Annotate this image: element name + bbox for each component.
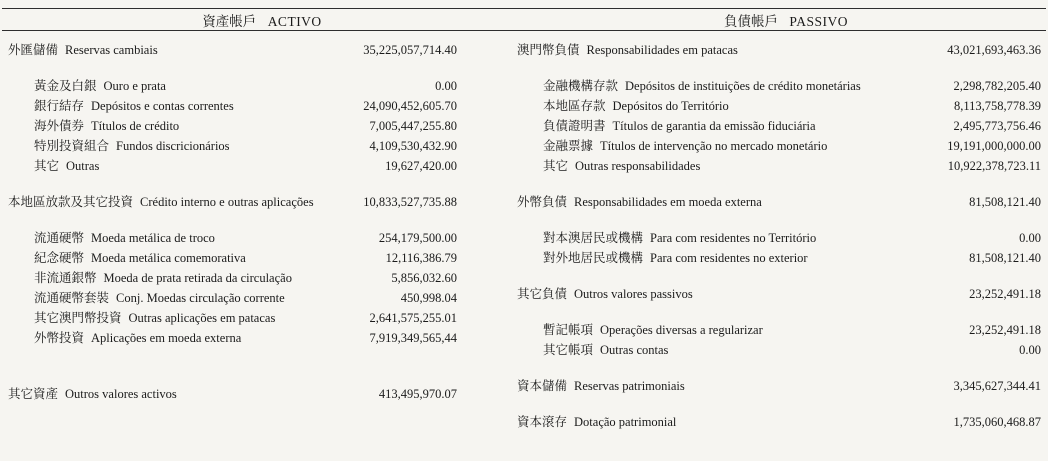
- row-label-pt: Ouro e prata: [103, 79, 166, 93]
- passivo-header-pt: PASSIVO: [789, 13, 848, 29]
- table-row: [8, 288, 457, 308]
- row-label: [517, 40, 738, 60]
- row-value: 7,005,447,255.80: [369, 119, 457, 133]
- table-row: [8, 96, 457, 116]
- row-label-zh: 其它資產: [8, 387, 59, 401]
- sheet-body: [0, 31, 1048, 432]
- row-label-zh: 外幣投資: [34, 331, 85, 345]
- table-row: [517, 76, 1041, 96]
- row-label-zh: 特別投資組合: [34, 139, 110, 153]
- row-label-zh: 本地區存款: [543, 99, 606, 113]
- row-label-zh: 外幣負債: [517, 195, 568, 209]
- row-value: 1,735,060,468.87: [953, 415, 1041, 429]
- row-label-zh: 銀行結存: [34, 99, 85, 113]
- row-label-zh: 其它澳門幣投資: [34, 311, 122, 325]
- row-value: 81,508,121.40: [969, 195, 1041, 209]
- row-label: [517, 340, 668, 360]
- row-label: [517, 320, 763, 340]
- row-label: [8, 328, 241, 348]
- table-row: [517, 156, 1041, 176]
- row-value: 4,109,530,432.90: [369, 139, 457, 153]
- row-label-pt: Reservas patrimoniais: [574, 379, 685, 393]
- row-label-pt: Outras responsabilidades: [575, 159, 701, 173]
- row-label: [517, 156, 700, 176]
- row-value: 23,252,491.18: [969, 323, 1041, 337]
- table-row: [517, 116, 1041, 136]
- row-label-zh: 金融機構存款: [543, 79, 619, 93]
- row-label-pt: Dotação patrimonial: [574, 415, 677, 429]
- table-row: [517, 284, 1041, 304]
- row-value: 19,191,000,000.00: [947, 139, 1041, 153]
- row-label-pt: Para com residentes no Território: [650, 231, 817, 245]
- table-row: [517, 320, 1041, 340]
- row-label: [517, 96, 729, 116]
- row-value: 2,641,575,255.01: [369, 311, 457, 325]
- row-label-pt: Outras contas: [600, 343, 669, 357]
- activo-header-zh: 資產帳戶: [202, 13, 257, 29]
- row-label-zh: 金融票據: [543, 139, 594, 153]
- row-label-pt: Conj. Moedas circulação corrente: [116, 291, 285, 305]
- row-label: [8, 288, 285, 308]
- row-label-zh: 對本澳居民或機構: [543, 231, 644, 245]
- table-row: [8, 268, 457, 288]
- row-label-zh: 暫記帳項: [543, 323, 594, 337]
- activo-header: [0, 10, 524, 30]
- row-value: 35,225,057,714.40: [363, 43, 457, 57]
- row-label-pt: Operações diversas a regularizar: [600, 323, 763, 337]
- row-label: [8, 96, 234, 116]
- row-label-zh: 本地區放款及其它投資: [8, 195, 134, 209]
- row-label-pt: Depósitos do Território: [612, 99, 729, 113]
- table-row: [8, 40, 457, 60]
- row-label-pt: Outras: [66, 159, 100, 173]
- row-label: [517, 116, 816, 136]
- row-label-zh: 紀念硬幣: [34, 251, 85, 265]
- row-label: [517, 228, 816, 248]
- table-row: [8, 228, 457, 248]
- row-label: [517, 192, 762, 212]
- row-label: [8, 192, 314, 212]
- balance-sheet: [0, 8, 1048, 432]
- row-label-zh: 其它: [543, 159, 569, 173]
- row-value: 24,090,452,605.70: [363, 99, 457, 113]
- passivo-header-zh: 負債帳戶: [724, 13, 779, 29]
- activo-column: [8, 40, 457, 432]
- passivo-column: [517, 40, 1041, 432]
- row-value: 43,021,693,463.36: [947, 43, 1041, 57]
- row-label-pt: Crédito interno e outras aplicações: [140, 195, 314, 209]
- row-label-pt: Responsabilidades em moeda externa: [574, 195, 762, 209]
- row-label: [517, 76, 861, 96]
- row-label: [8, 136, 230, 156]
- row-label-pt: Outras aplicações em patacas: [128, 311, 276, 325]
- row-value: 10,833,527,735.88: [363, 195, 457, 209]
- row-label-zh: 非流通銀幣: [34, 271, 97, 285]
- row-label-pt: Para com residentes no exterior: [650, 251, 808, 265]
- row-label: [517, 412, 676, 432]
- row-value: 2,495,773,756.46: [953, 119, 1041, 133]
- row-value: 0.00: [1019, 231, 1041, 245]
- row-label-pt: Outros valores passivos: [574, 287, 693, 301]
- row-label-zh: 其它: [34, 159, 60, 173]
- row-value: 0.00: [435, 79, 457, 93]
- row-value: 254,179,500.00: [378, 231, 457, 245]
- row-value: 450,998.04: [400, 291, 457, 305]
- row-label: [8, 308, 275, 328]
- row-label: [8, 248, 246, 268]
- row-label: [8, 76, 166, 96]
- row-label-pt: Outros valores activos: [65, 387, 177, 401]
- table-row: [517, 412, 1041, 432]
- table-row: [517, 376, 1041, 396]
- row-value: 8,113,758,778.39: [953, 99, 1041, 113]
- table-row: [8, 328, 457, 348]
- row-value: 413,495,970.07: [378, 387, 457, 401]
- passivo-header: [524, 10, 1048, 30]
- row-label: [8, 156, 99, 176]
- row-label-zh: 黃金及白銀: [34, 79, 97, 93]
- row-label-pt: Aplicações em moeda externa: [91, 331, 242, 345]
- row-label-zh: 海外債券: [34, 119, 85, 133]
- row-value: 10,922,378,723.11: [947, 159, 1041, 173]
- row-label-pt: Depósitos e contas correntes: [91, 99, 234, 113]
- row-label-pt: Reservas cambiais: [65, 43, 158, 57]
- row-label-pt: Títulos de intervenção no mercado monetário: [600, 139, 828, 153]
- row-label-zh: 資本儲備: [517, 379, 568, 393]
- table-row: [517, 40, 1041, 60]
- row-value: 12,116,386.79: [385, 251, 457, 265]
- row-label: [517, 136, 827, 156]
- row-label-zh: 流通硬幣套裝: [34, 291, 110, 305]
- row-label-pt: Fundos discricionários: [116, 139, 230, 153]
- row-label-zh: 負債證明書: [543, 119, 606, 133]
- row-label: [8, 116, 179, 136]
- table-row: [517, 136, 1041, 156]
- table-row: [8, 192, 457, 212]
- row-label-zh: 對外地居民或機構: [543, 251, 644, 265]
- table-row: [517, 192, 1041, 212]
- row-label-pt: Títulos de garantia da emissão fiduciária: [612, 119, 816, 133]
- row-label-pt: Moeda de prata retirada da circulação: [103, 271, 292, 285]
- table-row: [8, 308, 457, 328]
- table-row: [8, 248, 457, 268]
- column-headers: [0, 9, 1048, 30]
- row-value: 7,919,349,565,44: [369, 331, 457, 345]
- table-row: [8, 116, 457, 136]
- activo-header-pt: ACTIVO: [267, 13, 322, 29]
- row-label-pt: Depósitos de instituições de crédito monetárias: [625, 79, 861, 93]
- row-label-zh: 流通硬幣: [34, 231, 85, 245]
- row-value: 19,627,420.00: [385, 159, 457, 173]
- row-value: 23,252,491.18: [969, 287, 1041, 301]
- row-value: 2,298,782,205.40: [953, 79, 1041, 93]
- row-value: 3,345,627,344.41: [953, 379, 1041, 393]
- row-label-zh: 其它負債: [517, 287, 568, 301]
- table-row: [517, 96, 1041, 116]
- row-value: 0.00: [1019, 343, 1041, 357]
- row-label: [8, 384, 177, 404]
- row-label-pt: Títulos de crédito: [91, 119, 180, 133]
- table-row: [517, 228, 1041, 248]
- row-label-pt: Responsabilidades em patacas: [586, 43, 738, 57]
- row-value: 5,856,032.60: [391, 271, 457, 285]
- row-value: 81,508,121.40: [969, 251, 1041, 265]
- row-label: [517, 248, 808, 268]
- row-label: [8, 268, 292, 288]
- row-label: [517, 284, 693, 304]
- table-row: [8, 156, 457, 176]
- table-row: [8, 76, 457, 96]
- row-label: [8, 40, 158, 60]
- row-label: [8, 228, 215, 248]
- row-label-zh: 資本滾存: [517, 415, 568, 429]
- table-row: [517, 340, 1041, 360]
- row-label-pt: Moeda metálica de troco: [91, 231, 215, 245]
- table-row: [8, 136, 457, 156]
- table-row: [517, 248, 1041, 268]
- row-label-zh: 澳門幣負債: [517, 43, 580, 57]
- row-label-zh: 外匯儲備: [8, 43, 59, 57]
- row-label: [517, 376, 685, 396]
- row-label-zh: 其它帳項: [543, 343, 594, 357]
- row-label-pt: Moeda metálica comemorativa: [91, 251, 246, 265]
- table-row: [8, 384, 457, 404]
